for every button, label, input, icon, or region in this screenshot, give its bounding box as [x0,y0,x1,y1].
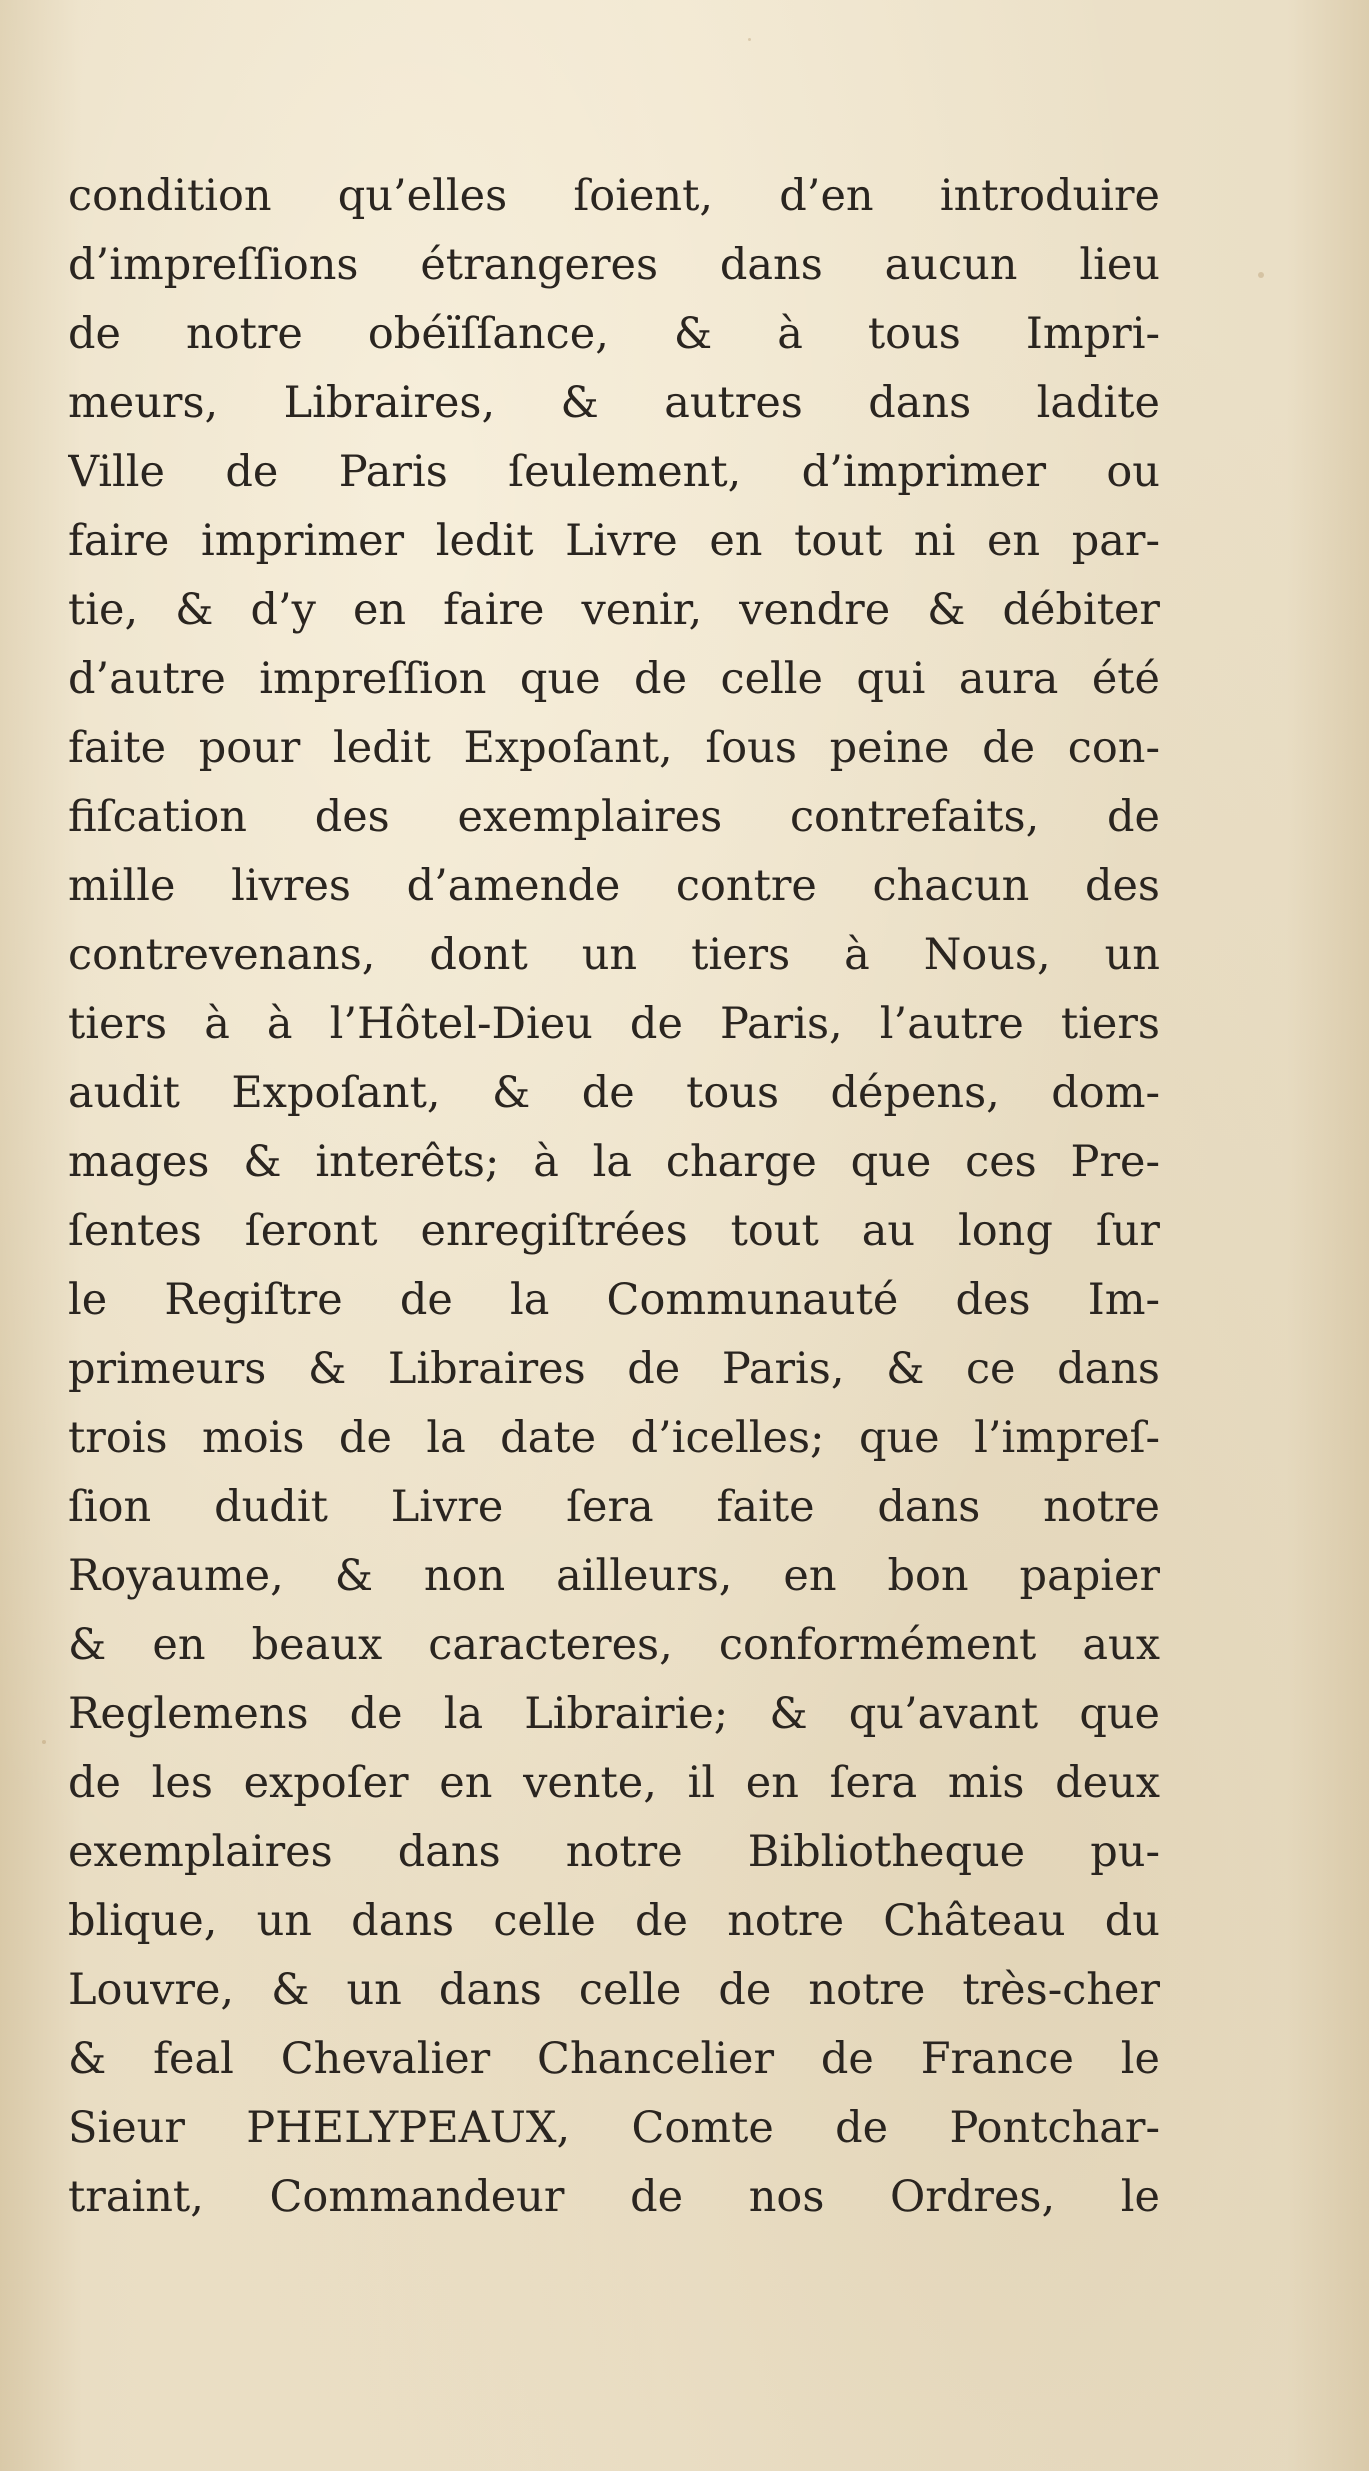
text-line: Louvre, & un dans celle de notre très-cher [68,1965,1160,2015]
text-line: tiers à à l’Hôtel-Dieu de Paris, l’autre tiers [68,999,1160,1049]
text-line: blique, un dans celle de notre Château du [68,1896,1160,1946]
text-line: & en beaux caracteres, conformément aux [68,1620,1160,1670]
text-line: Sieur PHELYPEAUX, Comte de Pontchar- [68,2103,1160,2153]
text-line: d’autre impreſſion que de celle qui aura été [68,654,1160,704]
text-line: tie, & d’y en faire venir, vendre & débiter [68,585,1160,635]
text-line: condition qu’elles ſoient, d’en introduire [68,171,1160,221]
text-line: Ville de Paris ſeulement, d’imprimer ou [68,447,1160,497]
text-line: trois mois de la date d’icelles; que l’impreſ- [68,1413,1160,1463]
text-line: mille livres d’amende contre chacun des [68,861,1160,911]
text-line: meurs, Libraires, & autres dans ladite [68,378,1160,428]
text-line: d’impreſſions étrangeres dans aucun lieu [68,240,1160,290]
text-line: fiſcation des exemplaires contrefaits, de [68,792,1160,842]
foxing-spot [42,1740,46,1744]
text-line: de notre obéïſſance, & à tous Impri- [68,309,1160,359]
text-line: exemplaires dans notre Bibliotheque pu- [68,1827,1160,1877]
text-line: Royaume, & non ailleurs, en bon papier [68,1551,1160,1601]
text-line: ſentes ſeront enregiſtrées tout au long ſur [68,1206,1160,1256]
foxing-spot [748,38,751,41]
page-text [68,162,1160,2232]
text-line: & feal Chevalier Chancelier de France le [68,2034,1160,2084]
text-line: le Regiſtre de la Communauté des Im- [68,1275,1160,1325]
text-line: traint, Commandeur de nos Ordres, le [68,2172,1160,2222]
text-line: ſion dudit Livre ſera faite dans notre [68,1482,1160,1532]
text-line: primeurs & Libraires de Paris, & ce dans [68,1344,1160,1394]
text-line: contrevenans, dont un tiers à Nous, un [68,930,1160,980]
text-line: faite pour ledit Expoſant, ſous peine de con- [68,723,1160,773]
foxing-spot [1258,272,1264,278]
text-line: audit Expoſant, & de tous dépens, dom- [68,1068,1160,1118]
text-line: Reglemens de la Librairie; & qu’avant que [68,1689,1160,1739]
text-line: faire imprimer ledit Livre en tout ni en par- [68,516,1160,566]
text-line: mages & interêts; à la charge que ces Pre- [68,1137,1160,1187]
text-line: de les expoſer en vente, il en ſera mis deux [68,1758,1160,1808]
